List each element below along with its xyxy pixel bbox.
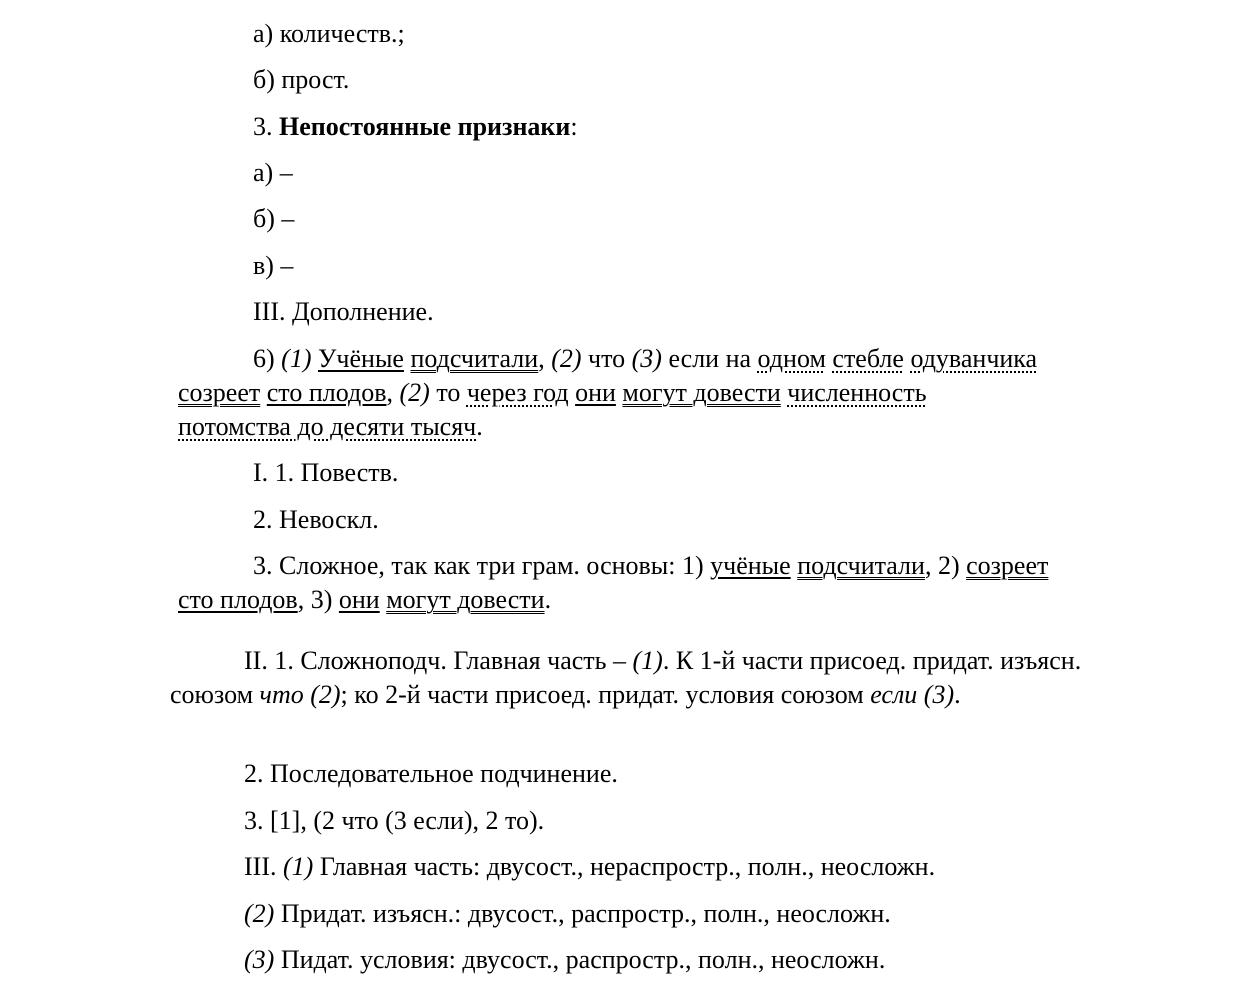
analysis-i-2: 2. Невоскл. [253,505,379,534]
analysis-i-3-line1 [253,549,1048,583]
analysis-ii-3-scheme: 3. [1], (2 что (3 если), 2 то). [244,806,545,835]
word-odnom: одном [757,344,826,373]
analysis-iii-3 [244,943,885,977]
item-b-dash: б) – [253,204,295,233]
clause-marker-1: (1) [282,852,314,881]
word-oduvanchika: одуванчика [910,344,1038,373]
conjunction-chto: что (2) [259,680,341,709]
text: III. [244,852,283,881]
supplement-line: III. Дополнение. [253,297,434,326]
text: . К 1-й части присоед. придат. изъясн. союзом [170,646,1082,709]
phrase-potomstva-do-desyati-tysyach: потомства до десяти тысяч [178,412,477,441]
word-esli-na: если на [668,344,752,373]
period: . [476,412,483,441]
period: . [544,585,552,614]
clause-marker-2: (2) [551,344,582,373]
predicate-mogut-dovesti: могут довести [386,585,545,614]
sentence-number: 6) [253,344,282,373]
item-a-quantitative: а) количеств.; [253,19,405,48]
clause-marker-1: (1) [632,646,663,675]
predicate-mogut-dovesti: могут довести [622,378,781,407]
predicate-sozreet: созреет [178,378,261,407]
sentence6-line3 [178,410,483,444]
word-steble: стебле [832,344,904,373]
item-b-simple: б) прост. [253,65,350,94]
text: 3. Сложное, так как три грам. основы: 1) [253,551,711,580]
sentence6-line2 [178,376,927,410]
word-chto: что [588,344,626,373]
subject-oni: они [575,378,616,407]
analysis-ii-1-paragraph [170,644,1155,712]
analysis-i-3-line2 [178,583,551,617]
word-to: то [436,378,461,407]
heading-bold-text: Непостоянные признаки [279,112,571,141]
analysis-iii-1 [244,850,935,884]
conjunction-esli: если (3) [870,680,955,709]
subject-sto-plodov: сто плодов [178,585,298,614]
nonconstant-features-heading [253,110,578,144]
text: Пидат. условия: двусост., распростр., полн., неосложн. [274,945,886,974]
predicate-sozreet: созреет [966,551,1049,580]
analysis-i-1: I. 1. Повеств. [253,458,399,487]
predicate-podschitali: подсчитали [410,344,539,373]
text: Придат. изъясн.: двусост., распростр., полн., неосложн. [274,899,891,928]
heading-number: 3. [253,112,279,141]
subject-uchenye: учёные [710,551,791,580]
word-cherez-god: через год [466,378,569,407]
text: , 2) [924,551,967,580]
clause-marker-2b: (2) [399,378,430,407]
comma: , [538,344,545,373]
heading-colon: : [570,112,578,141]
clause-marker-3: (3) [244,945,275,974]
text: II. 1. Сложноподч. Главная часть – [244,646,633,675]
text: ; ко 2-й части присоед. придат. условия союзом [340,680,871,709]
period: . [954,680,961,709]
comma: , [386,378,393,407]
clause-marker-2: (2) [244,899,275,928]
item-v-dash: в) – [253,251,294,280]
sentence6-line1 [253,342,1037,376]
word-chislennost: численность [787,378,927,407]
analysis-iii-2 [244,897,891,931]
clause-marker-3: (3) [631,344,662,373]
subject-uchenye: Учёные [318,344,404,373]
analysis-ii-2: 2. Последовательное подчинение. [244,759,618,788]
subject-oni: они [338,585,380,614]
predicate-podschitali: подсчитали [797,551,925,580]
clause-marker-1: (1) [281,344,312,373]
text: , 3) [297,585,339,614]
text: Главная часть: двусост., нераспростр., полн., неосложн. [313,852,936,881]
subject-sto-plodov: сто плодов [266,378,387,407]
item-a-dash: а) – [253,158,293,187]
